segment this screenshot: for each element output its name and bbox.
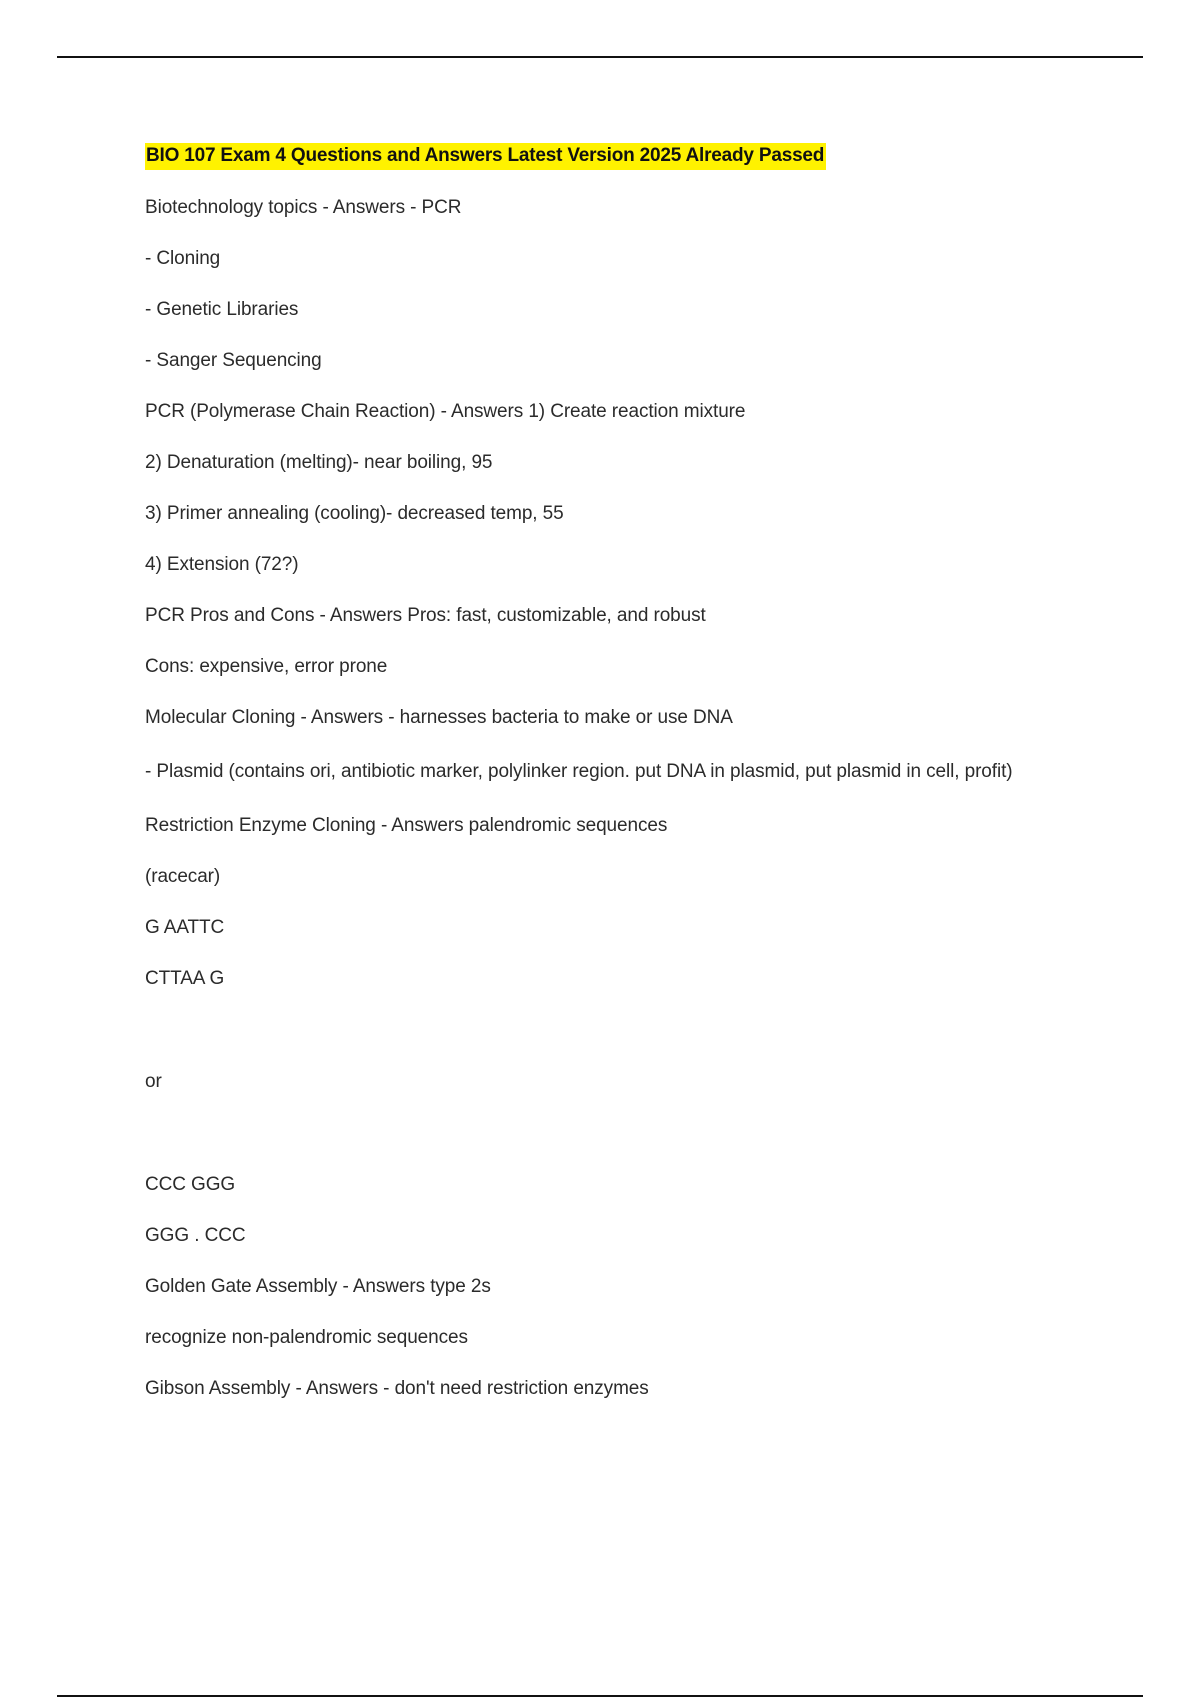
text-line: Biotechnology topics - Answers - PCR: [145, 197, 462, 218]
text-line: PCR Pros and Cons - Answers Pros: fast, customizable, and robust: [145, 605, 706, 626]
text-line: 2) Denaturation (melting)- near boiling, 95: [145, 452, 493, 473]
text-line: PCR (Polymerase Chain Reaction) - Answers 1) Create reaction mixture: [145, 401, 746, 422]
text-line: or: [145, 1071, 162, 1092]
text-line: 4) Extension (72?): [145, 554, 299, 575]
header-rule: [57, 56, 1143, 58]
text-line: 3) Primer annealing (cooling)- decreased temp, 55: [145, 503, 564, 524]
text-line: G AATTC: [145, 917, 225, 938]
text-line: Molecular Cloning - Answers - harnesses bacteria to make or use DNA: [145, 707, 733, 728]
text-line: CTTAA G: [145, 968, 225, 989]
text-line: Gibson Assembly - Answers - don't need restriction enzymes: [145, 1378, 649, 1399]
text-line: - Genetic Libraries: [145, 299, 299, 320]
text-line: (racecar): [145, 866, 221, 887]
text-line: GGG . CCC: [145, 1225, 246, 1246]
text-line: Golden Gate Assembly - Answers type 2s: [145, 1276, 491, 1297]
text-line: - Plasmid (contains ori, antibiotic marker, polylinker region. put DNA in plasmid, put plasmid in cell, profit): [145, 761, 1013, 782]
text-line: Restriction Enzyme Cloning - Answers palendromic sequences: [145, 815, 668, 836]
title-block: [145, 143, 1065, 177]
text-line: - Sanger Sequencing: [145, 350, 322, 371]
text-line: Cons: expensive, error prone: [145, 656, 388, 677]
text-line: CCC GGG: [145, 1174, 236, 1195]
text-line: recognize non-palendromic sequences: [145, 1327, 468, 1348]
footer-rule: [57, 1695, 1143, 1697]
text-line: - Cloning: [145, 248, 221, 269]
document-title: BIO 107 Exam 4 Questions and Answers Latest Version 2025 Already Passed: [145, 143, 826, 170]
document-body: [145, 143, 1065, 1402]
